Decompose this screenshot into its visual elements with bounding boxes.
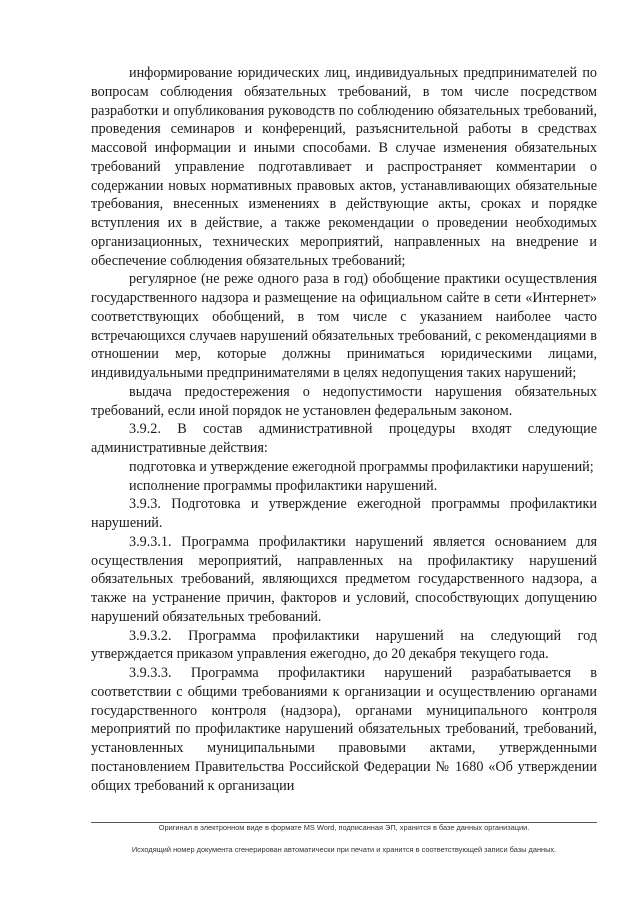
paragraph-program-approval: подготовка и утверждение ежегодной программы профилактики нарушений; [129,458,594,475]
document-body [91,64,597,795]
footer-number-note: Исходящий номер документа сгенерирован автоматически при печати и хранится в соответствующей записи базы данных. [131,845,557,854]
paragraph-warning: выдача предостережения о недопустимости нарушения обязательных требований, если иной порядок не установлен федеральным законом. [91,383,597,419]
paragraph-3-9-2: 3.9.2. В состав административной процедуры входят следующие административные действия: [91,421,597,456]
paragraph-program-execution: исполнение программы профилактики нарушений. [129,477,438,494]
paragraph-3-9-3-1: 3.9.3.1. Программа профилактики нарушений является основанием для осуществления мероприятий, направленных на профилактику нарушений обязательных требований, являющихся предметом государственного надзора, а также на устранение причин, факторов и условий, способствующих допущению нарушений обязательных требований. [91,533,597,625]
paragraph-informing: информирование юридических лиц, индивидуальных предпринимателей по вопросам соблюдения обязательных требований, в том числе посредством разработки и опубликования руководств по соблюдению обязательных требований, проведения семинаров и конференций, разъяснительной работы в средствах массовой информации и иными способами. В случае изменения обязательных требований управление подготавливает и распространяет комментарии о содержании новых нормативных правовых актов, устанавливающих обязательные требования, внесенных изменениях в действующие акты, сроках и порядке вступления их в действие, а также рекомендации о проведении необходимых организационных, технических мероприятий, направленных на внедрение и обеспечение соблюдения обязательных требований; [91,65,597,269]
footer-original-note: Оригинал в электронном виде в формате MS Word, подписанная ЭП, хранится в базе данных организации. [158,823,530,832]
paragraph-3-9-3: 3.9.3. Подготовка и утверждение ежегодной программы профилактики нарушений. [91,496,597,531]
paragraph-generalization: регулярное (не реже одного раза в год) обобщение практики осуществления государственного надзора и размещение на официальном сайте в сети «Интернет» соответствующих обобщений, в том числе с указанием наиболее часто встречающихся случаев нарушений обязательных требований, с рекомендациями в отношении мер, которые должны приниматься юридическими лицами, индивидуальными предпринимателями в целях недопущения таких нарушений; [91,271,597,381]
paragraph-3-9-3-3: 3.9.3.3. Программа профилактики нарушений разрабатывается в соответствии с общими требованиями к организации и осуществлению органами государственного контроля (надзора), органами муниципального контроля мероприятий по профилактике нарушений обязательных требований, требований, установленных муниципальными правовыми актами, утвержденными постановлением Правительства Российской Федерации № 1680 «Об утверждении общих требований к организации [91,665,597,794]
paragraph-3-9-3-2: 3.9.3.2. Программа профилактики нарушений на следующий год утверждается приказом управления ежегодно, до 20 декабря текущего года. [91,627,597,663]
